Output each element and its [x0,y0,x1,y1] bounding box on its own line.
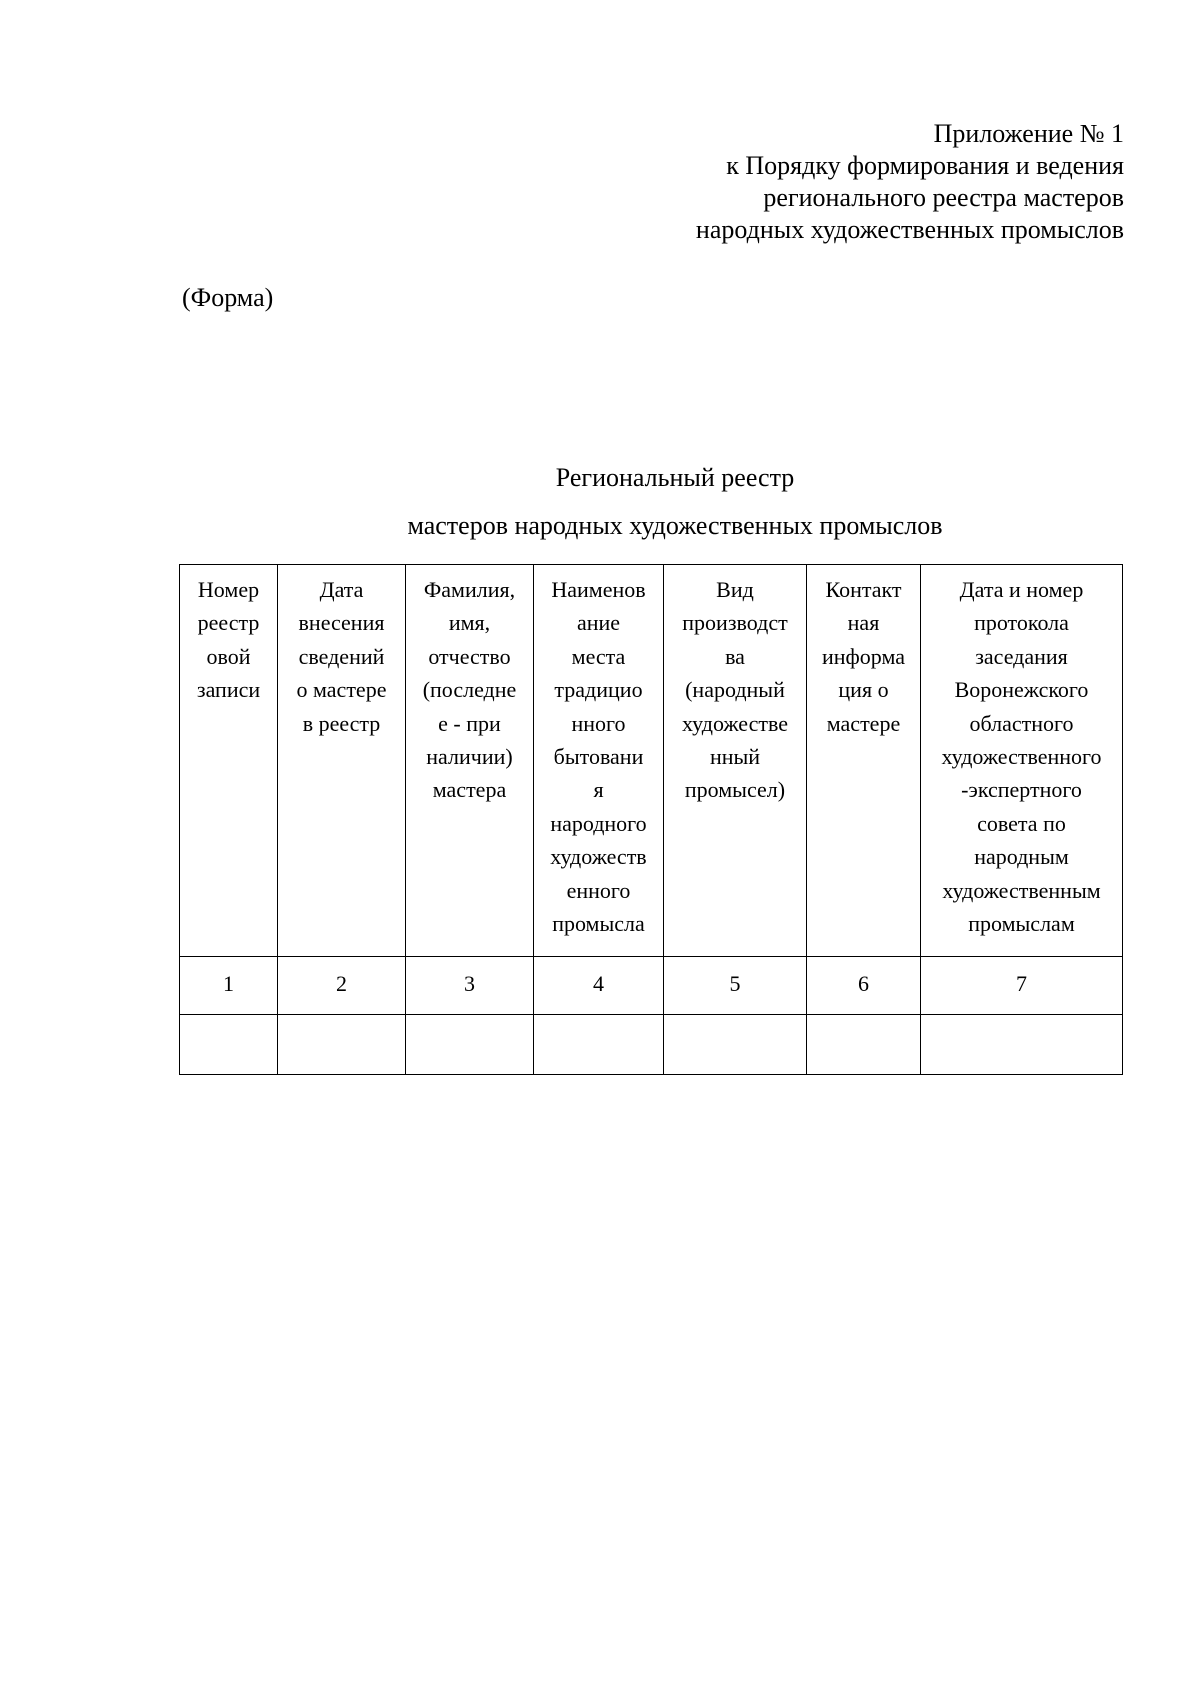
header-line: енного [566,877,631,903]
header-line: ция о [838,677,889,703]
column-number-row [180,957,1123,1015]
header-line: Фамилия, [423,577,516,602]
appendix-line-4: народных художественных промыслов [695,215,1124,244]
header-cell [180,565,278,957]
empty-cell [278,1015,406,1075]
header-cell [534,565,664,957]
header-line: е - при [438,710,501,736]
empty-cell [406,1015,534,1075]
empty-cell [807,1015,921,1075]
registry-subtitle: мастеров народных художественных промыслов [407,511,943,540]
column-number: 4 [534,957,664,1015]
header-line: ва [725,643,745,669]
empty-cell [664,1015,807,1075]
header-line: бытовани [553,744,644,770]
header-line: Вид [716,577,754,602]
header-line: народным [974,844,1069,870]
column-number: 7 [921,957,1123,1015]
column-number: 1 [180,957,278,1015]
header-line: Дата [319,577,364,602]
header-line: в реестр [302,710,381,736]
column-number: 6 [807,957,921,1015]
header-line: я [593,777,604,803]
header-line: художеств [550,844,647,870]
header-line: Наименов [551,577,646,602]
header-cell [664,565,807,957]
header-line: места [571,643,626,669]
column-number: 5 [664,957,807,1015]
header-line: ание [576,610,621,636]
header-line: художественным [942,877,1101,903]
header-line: -экспертного [961,777,1082,803]
registry-table [179,564,1123,1075]
appendix-line-1: Приложение № 1 [933,119,1124,148]
header-line: Воронежского [954,677,1089,703]
header-line: Дата и номер [959,577,1084,602]
header-line: реестр [197,610,260,636]
form-label: (Форма) [182,283,274,312]
header-line: производст [682,610,788,636]
table-header-row [180,565,1123,957]
header-line: промысла [552,911,645,937]
header-line: овой [206,643,251,669]
appendix-line-2: к Порядку формирования и ведения [726,151,1124,180]
header-line: Контакт [825,577,902,602]
header-line: отчество [428,643,511,669]
registry-title: Региональный реестр [555,463,795,492]
header-line: нного [571,710,626,736]
header-line: о мастере [296,677,387,703]
header-line: нный [709,744,761,770]
header-line: областного [969,710,1074,736]
header-line: народного [550,810,647,836]
header-line: ная [847,610,880,636]
header-line: мастера [432,777,507,803]
header-line: мастере [826,710,901,736]
header-line: информа [821,643,905,669]
header-line: протокола [974,610,1069,636]
header-cell [807,565,921,957]
column-number: 3 [406,957,534,1015]
header-line: записи [196,677,261,703]
header-line: промысел) [684,777,786,803]
header-cell [921,565,1123,957]
empty-cell [534,1015,664,1075]
header-line: совета по [977,810,1066,836]
column-number: 2 [278,957,406,1015]
header-line: имя, [448,610,491,636]
header-line: наличии) [426,744,513,770]
empty-cell [180,1015,278,1075]
empty-cell [921,1015,1123,1075]
header-cell [278,565,406,957]
header-line: (последне [422,677,517,703]
header-line: традицио [554,677,643,703]
appendix-line-3: регионального реестра мастеров [763,183,1124,212]
header-line: заседания [975,643,1068,669]
header-line: (народный [685,677,785,703]
header-line: сведений [298,643,385,669]
header-line: внесения [298,610,385,636]
header-line: Номер [197,577,260,602]
empty-table-row [180,1015,1123,1075]
header-line: промыслам [968,911,1075,937]
header-line: художестве [681,710,789,736]
header-line: художественного [941,744,1102,770]
appendix-heading [696,118,1124,246]
header-cell [406,565,534,957]
